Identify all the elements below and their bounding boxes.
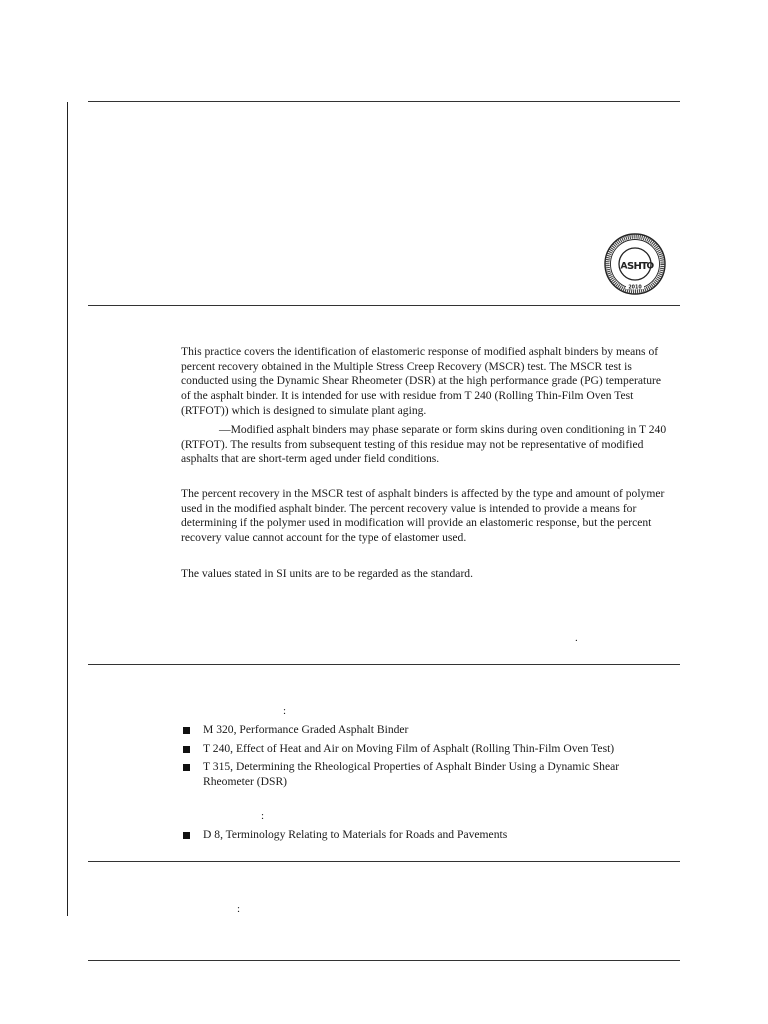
aashto-reference-list [181,723,671,794]
seal-year: 2010 [628,285,642,291]
section-rule-2 [88,664,680,665]
section-rule-3 [88,861,680,862]
terminology-colon: : [237,903,241,915]
square-bullet-icon [183,832,190,839]
square-bullet-icon [183,727,190,734]
scope-paragraph-1: This practice covers the identification of elastomeric response of modified asphalt binders by means of percent recovery obtained in the Multiple Stress Creep Recovery (MSCR) test. The MSCR test is conducted using the Dynamic Shear Rheometer (DSR) at the high performance grade (PG) temperature of the asphalt binder. It is intended for use with residue from T 240 (Rolling Thin-Film Oven Test (RTFOT)) which is designed to simulate plant aging. [181,345,662,417]
section-rule-4 [88,960,680,961]
list-item: T 240, Effect of Heat and Air on Moving Film of Asphalt (Rolling Thin-Film Oven Test) [181,742,671,757]
list-item: M 320, Performance Graded Asphalt Binder [181,723,671,738]
list-item: T 315, Determining the Rheological Properties of Asphalt Binder Using a Dynamic Shear Rheometer (DSR) [181,760,671,789]
aashto-seal-logo [604,233,666,295]
astm-reference-list [181,828,671,847]
svg-text:H: H [633,261,642,272]
square-bullet-icon [183,746,190,753]
aashto-standards-colon: : [283,705,287,717]
square-bullet-icon [183,764,190,771]
scope-paragraph-2: The percent recovery in the MSCR test of asphalt binders is affected by the type and amount of polymer used in the modified asphalt binder. The percent recovery value is intended to provide a means for determining if the polymer used in modification will provide an elastomeric response, but the percent recovery value cannot account for the type of elastomer used. [181,487,665,545]
svg-text:S: S [627,261,635,272]
scope-note-text: —Modified asphalt binders may phase separate or form skins during oven conditioning in T 240 (RTFOT). The results from subsequent testing of this residue may not be representative of modified asphalts that are short-term aged under field conditions. [181,423,667,466]
svg-text:T: T [641,261,648,272]
header-bottom-rule [88,305,680,306]
svg-text:O: O [646,261,655,272]
left-margin-bar [67,102,68,916]
scope-paragraph-3: The values stated in SI units are to be regarded as the standard. [181,567,474,580]
trailing-period: . [575,632,578,644]
scope-note [181,423,673,467]
astm-standards-colon: : [261,810,265,822]
svg-text:A: A [620,261,628,272]
header-top-rule [88,101,680,102]
list-item: D 8, Terminology Relating to Materials for Roads and Pavements [181,828,671,843]
